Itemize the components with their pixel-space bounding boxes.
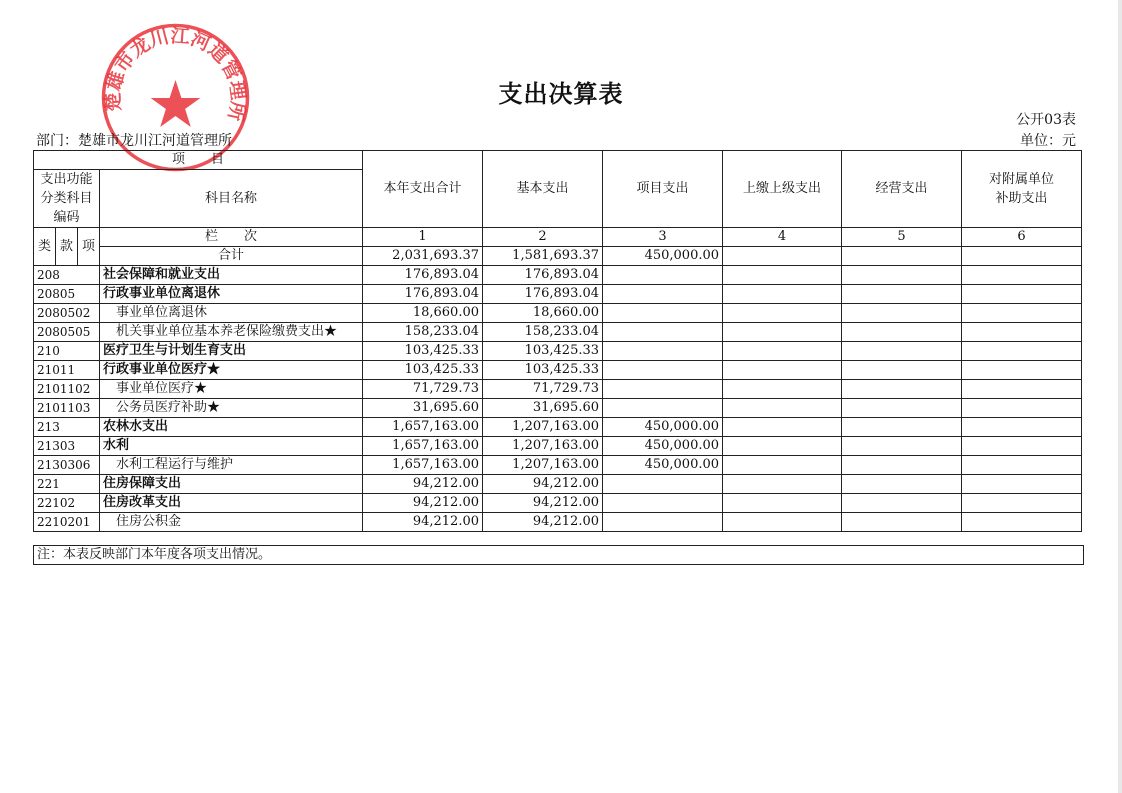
- amount-cell: [603, 285, 723, 304]
- table-row: [34, 266, 1082, 285]
- subject-name: 事业单位离退休: [100, 304, 363, 323]
- amount-cell: [723, 304, 842, 323]
- total-value: 2,031,693.37: [363, 247, 483, 266]
- amount-cell: [962, 361, 1082, 380]
- total-label: 合计: [100, 247, 363, 266]
- table-row: [34, 304, 1082, 323]
- table-row: [34, 456, 1082, 475]
- amount-cell: [962, 304, 1082, 323]
- amount-cell: [842, 513, 962, 532]
- header-col-6: 对附属单位补助支出: [962, 151, 1082, 228]
- total-value: [723, 247, 842, 266]
- amount-cell: 176,893.04: [363, 266, 483, 285]
- amount-cell: 94,212.00: [363, 475, 483, 494]
- subject-name: 社会保障和就业支出: [100, 266, 363, 285]
- amount-cell: 176,893.04: [483, 266, 603, 285]
- header-name-label: 科目名称: [100, 170, 363, 228]
- subject-name: 行政事业单位医疗★: [100, 361, 363, 380]
- table-row: [34, 380, 1082, 399]
- amount-cell: 176,893.04: [483, 285, 603, 304]
- department: [36, 130, 232, 150]
- subject-code: 2210201: [34, 513, 100, 532]
- amount-cell: [842, 475, 962, 494]
- subject-code: 2101102: [34, 380, 100, 399]
- amount-cell: 18,660.00: [483, 304, 603, 323]
- amount-cell: [603, 361, 723, 380]
- amount-cell: 158,233.04: [483, 323, 603, 342]
- amount-cell: 31,695.60: [483, 399, 603, 418]
- header-xiang: 项: [78, 228, 100, 266]
- subject-name: 住房保障支出: [100, 475, 363, 494]
- header-lanci: 栏 次: [100, 228, 363, 247]
- subject-code: 213: [34, 418, 100, 437]
- amount-cell: [603, 380, 723, 399]
- total-value: 450,000.00: [603, 247, 723, 266]
- amount-cell: [603, 513, 723, 532]
- amount-cell: 94,212.00: [363, 513, 483, 532]
- amount-cell: [842, 285, 962, 304]
- header-kuan: 款: [56, 228, 78, 266]
- amount-cell: 94,212.00: [483, 494, 603, 513]
- amount-cell: 1,207,163.00: [483, 456, 603, 475]
- subject-code: 210: [34, 342, 100, 361]
- amount-cell: [603, 342, 723, 361]
- amount-cell: 94,212.00: [483, 513, 603, 532]
- amount-cell: [723, 323, 842, 342]
- department-label: 部门：: [36, 133, 78, 149]
- amount-cell: [842, 399, 962, 418]
- amount-cell: 1,657,163.00: [363, 456, 483, 475]
- subject-code: 208: [34, 266, 100, 285]
- table-row: [34, 399, 1082, 418]
- amount-cell: 450,000.00: [603, 437, 723, 456]
- col-num-3: 3: [603, 228, 723, 247]
- amount-cell: [603, 494, 723, 513]
- subject-code: 21011: [34, 361, 100, 380]
- amount-cell: [723, 494, 842, 513]
- amount-cell: [723, 475, 842, 494]
- table-row: [34, 494, 1082, 513]
- amount-cell: [723, 418, 842, 437]
- amount-cell: 1,207,163.00: [483, 418, 603, 437]
- subject-name: 机关事业单位基本养老保险缴费支出★: [100, 323, 363, 342]
- subject-code: 2080502: [34, 304, 100, 323]
- amount-cell: [723, 513, 842, 532]
- amount-cell: [723, 380, 842, 399]
- table-row: [34, 418, 1082, 437]
- amount-cell: [962, 323, 1082, 342]
- amount-cell: 1,657,163.00: [363, 437, 483, 456]
- expenditure-table: [33, 150, 1082, 532]
- amount-cell: 103,425.33: [483, 361, 603, 380]
- subject-name: 水利: [100, 437, 363, 456]
- table-row: [34, 475, 1082, 494]
- header-col-4: 上缴上级支出: [723, 151, 842, 228]
- amount-cell: [723, 456, 842, 475]
- page-title: 支出决算表: [498, 80, 624, 108]
- amount-cell: [962, 418, 1082, 437]
- amount-cell: 18,660.00: [363, 304, 483, 323]
- header-lei: 类: [34, 228, 56, 266]
- table-row: [34, 285, 1082, 304]
- subject-name: 住房公积金: [100, 513, 363, 532]
- col-num-4: 4: [723, 228, 842, 247]
- subject-name: 水利工程运行与维护: [100, 456, 363, 475]
- department-name: 楚雄市龙川江河道管理所: [78, 133, 232, 149]
- subject-name: 住房改革支出: [100, 494, 363, 513]
- total-value: [962, 247, 1082, 266]
- amount-cell: [962, 475, 1082, 494]
- amount-cell: 158,233.04: [363, 323, 483, 342]
- header-item: 项 目: [34, 151, 363, 170]
- total-value: 1,581,693.37: [483, 247, 603, 266]
- amount-cell: [962, 266, 1082, 285]
- subject-name: 公务员医疗补助★: [100, 399, 363, 418]
- header-col-2: 基本支出: [483, 151, 603, 228]
- amount-cell: [842, 418, 962, 437]
- amount-cell: 450,000.00: [603, 418, 723, 437]
- amount-cell: [842, 456, 962, 475]
- header-col-1: 本年支出合计: [363, 151, 483, 228]
- svg-text:楚雄市龙川江河道管理所: 楚雄市龙川江河道管理所: [102, 24, 250, 123]
- subject-name: 行政事业单位离退休: [100, 285, 363, 304]
- amount-cell: 1,657,163.00: [363, 418, 483, 437]
- amount-cell: [962, 285, 1082, 304]
- col-num-2: 2: [483, 228, 603, 247]
- amount-cell: [603, 399, 723, 418]
- col-num-1: 1: [363, 228, 483, 247]
- amount-cell: [603, 266, 723, 285]
- amount-cell: 1,207,163.00: [483, 437, 603, 456]
- amount-cell: 71,729.73: [483, 380, 603, 399]
- amount-cell: [962, 456, 1082, 475]
- page-edge: [1118, 0, 1122, 793]
- amount-cell: [723, 342, 842, 361]
- amount-cell: [603, 475, 723, 494]
- amount-cell: [962, 342, 1082, 361]
- amount-cell: [842, 494, 962, 513]
- amount-cell: [723, 437, 842, 456]
- amount-cell: 94,212.00: [483, 475, 603, 494]
- subject-name: 农林水支出: [100, 418, 363, 437]
- subject-code: 2080505: [34, 323, 100, 342]
- form-number: 公开03表: [1016, 112, 1076, 128]
- table-row: [34, 513, 1082, 532]
- amount-cell: [842, 304, 962, 323]
- amount-cell: 103,425.33: [483, 342, 603, 361]
- amount-cell: 176,893.04: [363, 285, 483, 304]
- amount-cell: [842, 361, 962, 380]
- total-value: [842, 247, 962, 266]
- amount-cell: [603, 304, 723, 323]
- amount-cell: [723, 361, 842, 380]
- subject-code: 221: [34, 475, 100, 494]
- amount-cell: [842, 380, 962, 399]
- amount-cell: 71,729.73: [363, 380, 483, 399]
- amount-cell: [723, 266, 842, 285]
- subject-code: 2101103: [34, 399, 100, 418]
- unit-label: 单位：元: [1020, 133, 1076, 149]
- amount-cell: [842, 266, 962, 285]
- amount-cell: [962, 494, 1082, 513]
- header-col-5: 经营支出: [842, 151, 962, 228]
- subject-code: 22102: [34, 494, 100, 513]
- amount-cell: 103,425.33: [363, 361, 483, 380]
- amount-cell: [962, 513, 1082, 532]
- amount-cell: [962, 380, 1082, 399]
- amount-cell: [962, 437, 1082, 456]
- amount-cell: [723, 399, 842, 418]
- amount-cell: [962, 399, 1082, 418]
- col-num-5: 5: [842, 228, 962, 247]
- subject-name: 医疗卫生与计划生育支出: [100, 342, 363, 361]
- subject-code: 21303: [34, 437, 100, 456]
- header-code-label: 支出功能分类科目编码: [34, 170, 100, 228]
- subject-code: 2130306: [34, 456, 100, 475]
- subject-code: 20805: [34, 285, 100, 304]
- col-num-6: 6: [962, 228, 1082, 247]
- header-col-3: 项目支出: [603, 151, 723, 228]
- amount-cell: [842, 437, 962, 456]
- amount-cell: 31,695.60: [363, 399, 483, 418]
- table-row: [34, 323, 1082, 342]
- table-row: [34, 342, 1082, 361]
- amount-cell: [723, 285, 842, 304]
- amount-cell: 94,212.00: [363, 494, 483, 513]
- table-note: 注：本表反映部门本年度各项支出情况。: [33, 545, 1084, 565]
- amount-cell: [603, 323, 723, 342]
- amount-cell: 103,425.33: [363, 342, 483, 361]
- amount-cell: [842, 342, 962, 361]
- amount-cell: 450,000.00: [603, 456, 723, 475]
- amount-cell: [842, 323, 962, 342]
- table-row: [34, 437, 1082, 456]
- table-row: [34, 361, 1082, 380]
- subject-name: 事业单位医疗★: [100, 380, 363, 399]
